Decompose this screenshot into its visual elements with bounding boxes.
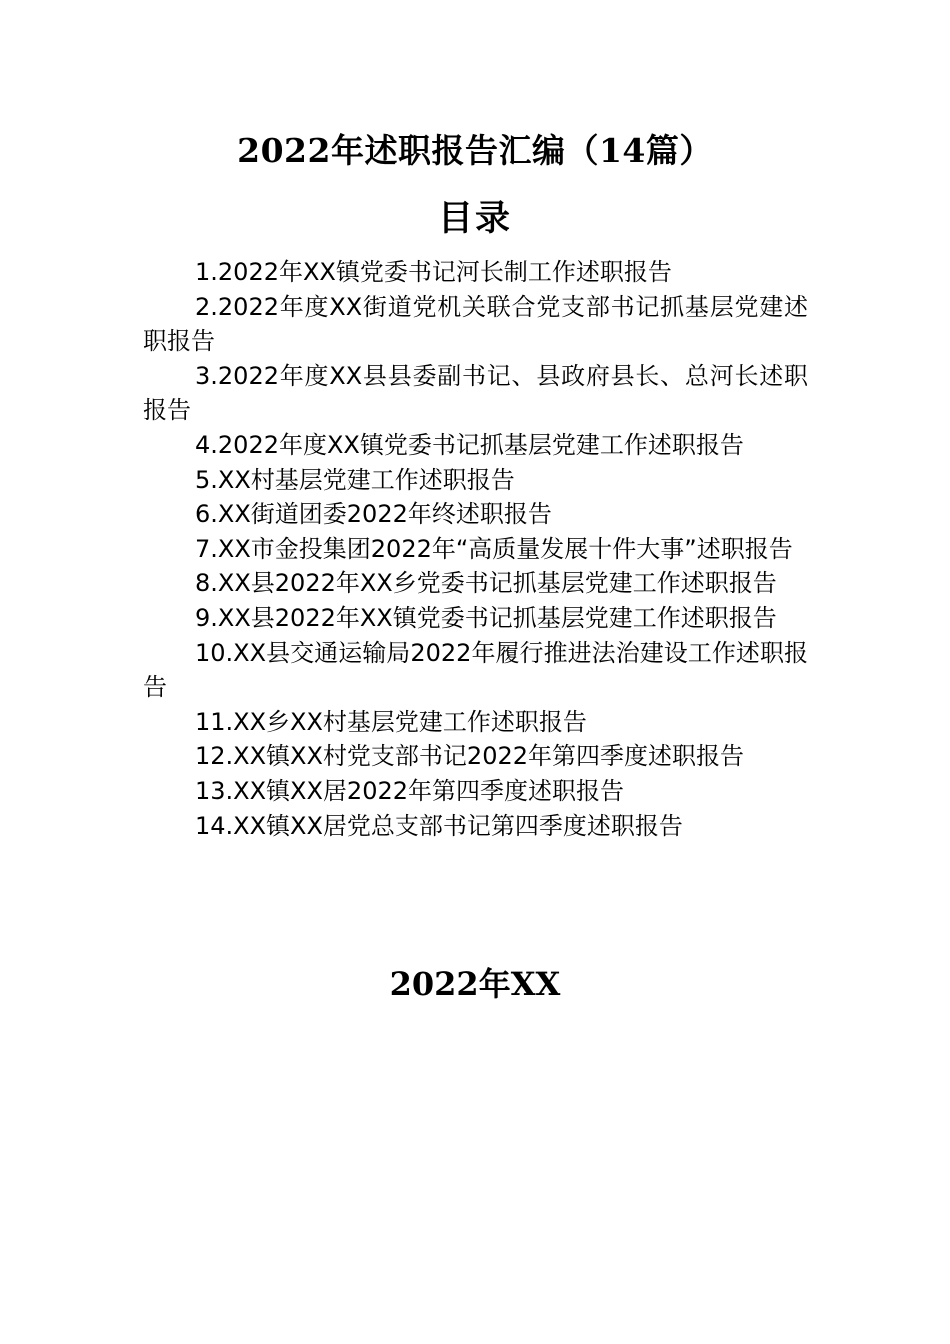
toc-item: 10.XX县交通运输局2022年履行推进法治建设工作述职报告 [143, 638, 808, 702]
toc-item: 14.XX镇XX居党总支部书记第四季度述职报告 [195, 811, 683, 840]
toc-item: 3.2022年度XX县县委副书记、县政府县长、总河长述职报告 [143, 361, 808, 425]
toc-item: 4.2022年度XX镇党委书记抓基层党建工作述职报告 [195, 430, 744, 459]
toc-item: 11.XX乡XX村基层党建工作述职报告 [195, 707, 587, 736]
toc-item: 13.XX镇XX居2022年第四季度述职报告 [195, 776, 625, 805]
document-title: 2022年述职报告汇编（14篇） [237, 131, 713, 170]
toc-item: 12.XX镇XX村党支部书记2022年第四季度述职报告 [195, 742, 745, 771]
toc-item: 5.XX村基层党建工作述职报告 [195, 465, 515, 494]
toc-heading: 目录 [437, 198, 512, 239]
table-of-contents [143, 255, 808, 843]
toc-item: 1.2022年XX镇党委书记河长制工作述职报告 [195, 258, 672, 286]
toc-item: 2.2022年度XX街道党机关联合党支部书记抓基层党建述职报告 [143, 292, 808, 356]
toc-item: 8.XX县2022年XX乡党委书记抓基层党建工作述职报告 [195, 569, 777, 598]
toc-item: 6.XX街道团委2022年终述职报告 [195, 500, 552, 529]
toc-item: 7.XX市金投集团2022年“高质量发展十件大事”述职报告 [195, 534, 793, 563]
toc-item: 9.XX县2022年XX镇党委书记抓基层党建工作述职报告 [195, 603, 777, 632]
footer-date: 2022年XX [389, 965, 561, 1003]
